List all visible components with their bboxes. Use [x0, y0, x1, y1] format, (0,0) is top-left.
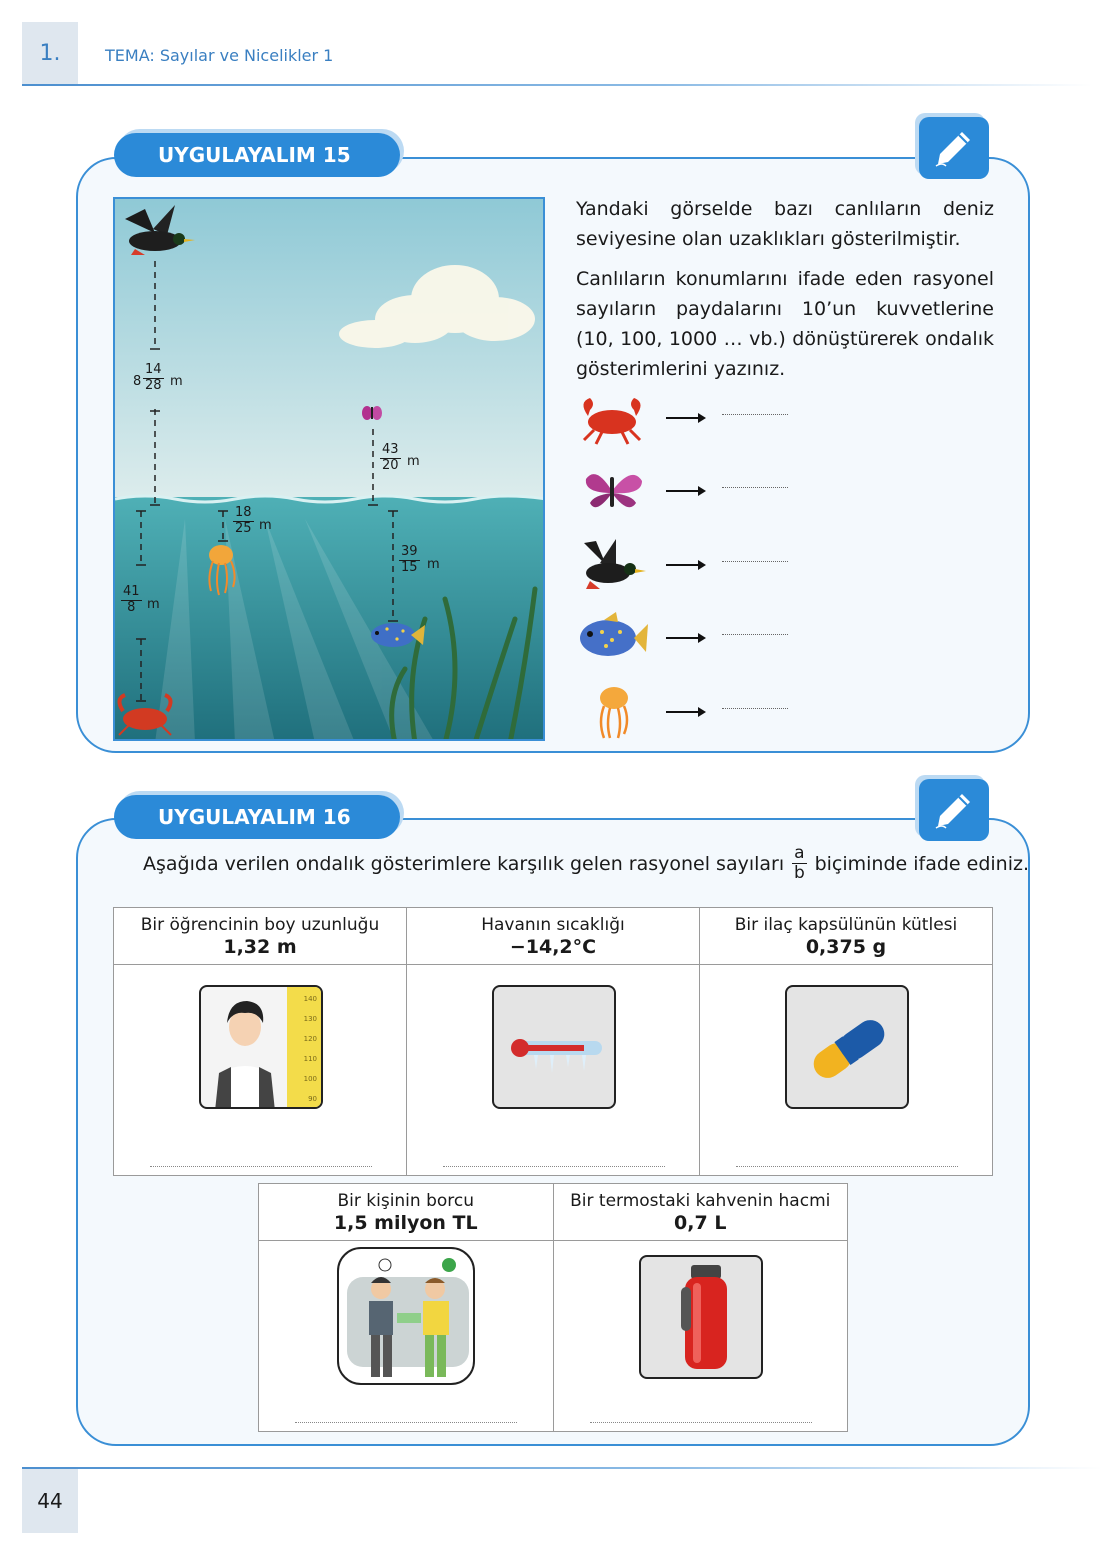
- practice16-instruction: [143, 844, 1029, 883]
- capsule-icon: [785, 985, 909, 1109]
- card-header: Bir kişinin borcu 1,5 milyon TL: [333, 1191, 478, 1234]
- crab-icon: [576, 390, 648, 446]
- jellyfish-unit: m: [259, 518, 272, 533]
- sea-scene: [113, 197, 545, 741]
- butterfly-figure: [362, 406, 382, 420]
- card-header: Havanın sıcaklığı −14,2°C: [481, 915, 625, 958]
- answer-blank[interactable]: [150, 1166, 372, 1167]
- arrow-icon: [666, 417, 704, 419]
- fish-icon: [576, 610, 648, 666]
- answer-blank[interactable]: [722, 487, 788, 488]
- answer-blank[interactable]: [722, 708, 788, 709]
- answer-blank[interactable]: [443, 1166, 665, 1167]
- a-over-b-fraction: a b: [793, 843, 805, 883]
- thermometer-icon: [492, 985, 616, 1109]
- crab-unit: m: [147, 597, 160, 612]
- butterfly-icon: [576, 463, 648, 519]
- cards-table-bottom: [258, 1183, 848, 1432]
- arrow-icon: [666, 637, 704, 639]
- answer-blank[interactable]: [590, 1422, 812, 1423]
- unit-number: 1.: [22, 22, 78, 84]
- duck-whole: 8: [133, 374, 142, 389]
- practice15-title: UYGULAYALIM 15: [114, 133, 400, 177]
- butterfly-unit: m: [407, 454, 420, 469]
- answer-blank[interactable]: [722, 414, 788, 415]
- card-header: Bir ilaç kapsülünün kütlesi 0,375 g: [734, 915, 958, 958]
- answer-blank[interactable]: [722, 634, 788, 635]
- pencil-icon: [919, 117, 989, 179]
- duck-unit: m: [170, 374, 183, 389]
- butterfly-fraction: $\frac{43}{20}$: [382, 442, 399, 473]
- practice15-text: [576, 194, 994, 394]
- crab-fraction: $\frac{41}{8}$: [123, 584, 140, 615]
- cards-table-top: [113, 907, 993, 1176]
- card-header: Bir öğrencinin boy uzunluğu 1,32 m: [140, 915, 380, 958]
- theme-title: TEMA: Sayılar ve Nicelikler 1: [105, 46, 334, 65]
- thermos-icon: [639, 1255, 763, 1379]
- pencil-icon: [919, 779, 989, 841]
- answer-blank[interactable]: [722, 561, 788, 562]
- answer-blank[interactable]: [295, 1422, 517, 1423]
- header-divider: [22, 84, 1092, 86]
- fish-fraction: $\frac{39}{15}$: [401, 544, 418, 575]
- card-header: Bir termostaki kahvenin hacmi 0,7 L: [570, 1191, 831, 1234]
- intro-paragraph-2: Canlıların konumlarını ifade eden rasyonel sayıların paydalarını 10’un kuvvetlerine (10, 100, 1000 … vb.) dönüştürerek ondalık gösterimlerini yazınız.: [576, 268, 994, 380]
- debt-icon: [337, 1247, 475, 1385]
- fish-unit: m: [427, 557, 440, 572]
- answer-row-butterfly: [576, 463, 996, 523]
- jellyfish-icon: [576, 684, 648, 740]
- duck-fraction: $\frac{14}{28}$: [145, 362, 162, 393]
- intro-paragraph-1: Yandaki görselde bazı canlıların deniz seviyesine olan uzaklıkları gösterilmiştir.: [576, 198, 994, 250]
- arrow-icon: [666, 490, 704, 492]
- jellyfish-fraction: $\frac{18}{25}$: [235, 505, 252, 536]
- answer-row-crab: [576, 390, 996, 450]
- instruction-before: Aşağıda verilen ondalık gösterimlere karşılık gelen rasyonel sayıları: [143, 852, 785, 875]
- answer-row-fish: [576, 610, 996, 670]
- instruction-after: biçiminde ifade ediniz.: [814, 852, 1030, 875]
- student-height-icon: 140 130 120 110 100 90: [199, 985, 323, 1109]
- arrow-icon: [666, 564, 704, 566]
- answer-row-duck: [576, 537, 996, 597]
- arrow-icon: [666, 711, 704, 713]
- footer-divider: [22, 1467, 1102, 1469]
- page-number: 44: [22, 1469, 78, 1533]
- duck-icon: [576, 537, 648, 593]
- answer-row-jellyfish: [576, 684, 996, 744]
- practice16-title: UYGULAYALIM 16: [114, 795, 400, 839]
- answer-blank[interactable]: [736, 1166, 958, 1167]
